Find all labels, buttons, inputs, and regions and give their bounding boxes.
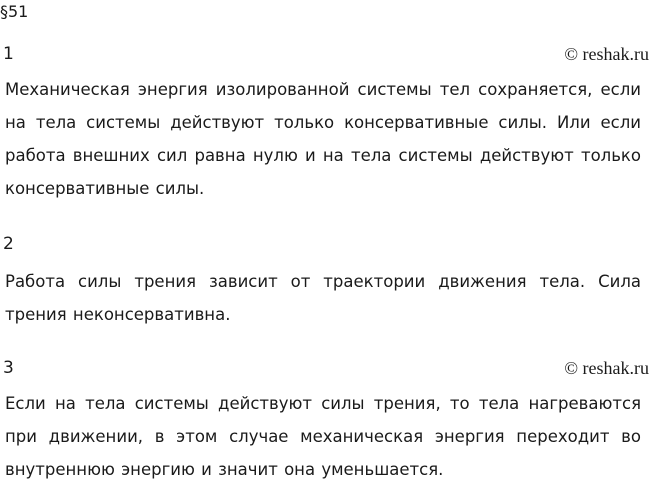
answer-text-3: Если на тела системы действуют силы трения, то тела нагреваются при движении, в этом случае механическая энергия переходит во внутреннюю энергию и значит она уменьшается.: [5, 394, 641, 479]
watermark-3: © reshak.ru: [564, 358, 649, 378]
item-number-2: 2: [3, 234, 14, 254]
item-number-1: 1: [3, 44, 14, 64]
watermark-1: © reshak.ru: [564, 44, 649, 64]
item-number-3: 3: [3, 358, 14, 378]
section-title: §51: [0, 2, 29, 21]
answer-text-2: Работа силы трения зависит от траектории движения тела. Сила трения неконсервативна.: [5, 272, 641, 324]
answer-text-1: Механическая энергия изолированной системы тел сохраняется, если на тела системы действуют только консервативные силы. Или если работа внешних сил равна нулю и на тела системы действуют только консервативные силы.: [5, 80, 641, 198]
